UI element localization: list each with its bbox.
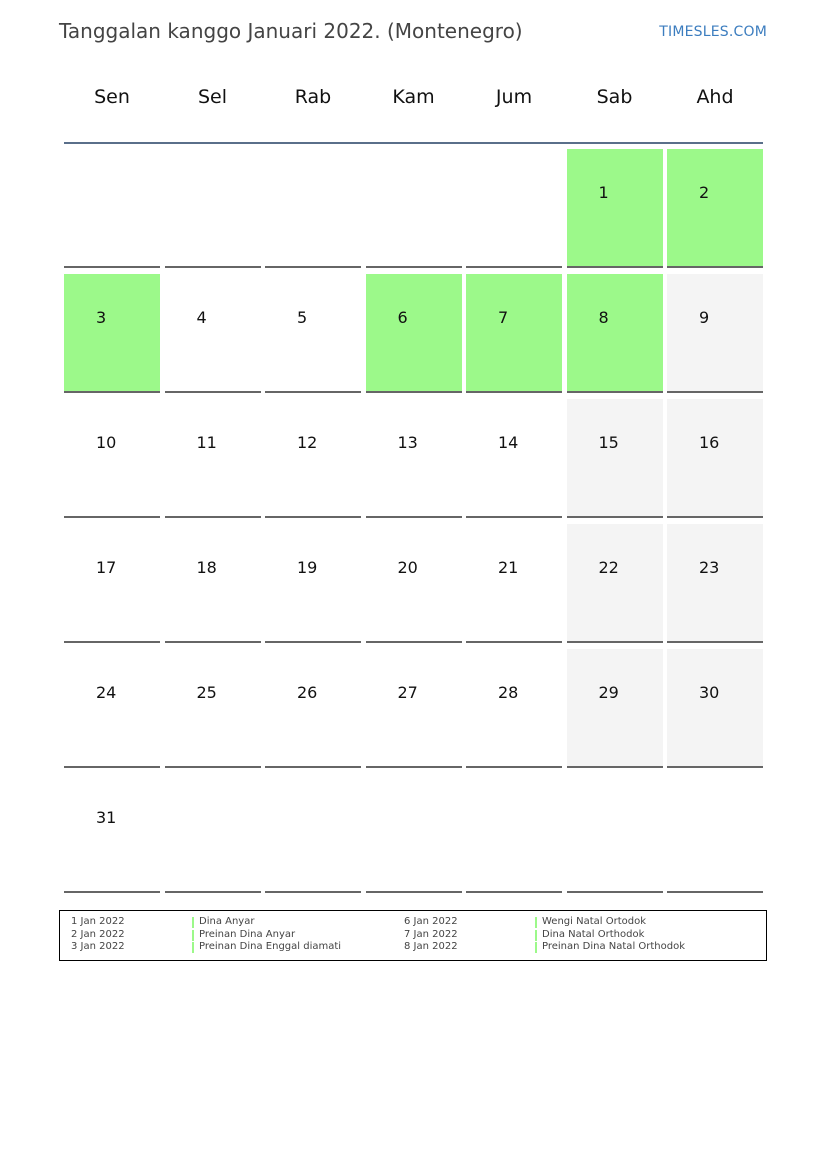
legend-date: 2 Jan 2022 — [71, 928, 125, 940]
day-cell — [265, 524, 361, 643]
weekday-header — [64, 86, 763, 122]
day-number: 20 — [397, 558, 418, 577]
weekday-label: Ahd — [696, 86, 734, 108]
day-number: 11 — [196, 433, 217, 452]
day-cell — [466, 649, 562, 768]
day-number: 26 — [297, 683, 318, 702]
day-number: 29 — [598, 683, 619, 702]
day-number: 23 — [699, 558, 720, 577]
day-cell — [366, 274, 462, 393]
day-number: 7 — [498, 308, 509, 327]
empty-cell — [667, 774, 763, 893]
legend-color-swatch — [192, 917, 194, 928]
day-number: 30 — [699, 683, 720, 702]
header-divider — [64, 142, 763, 144]
day-cell — [567, 649, 663, 768]
day-cell — [567, 524, 663, 643]
day-cell — [265, 649, 361, 768]
day-number: 9 — [699, 308, 710, 327]
day-number: 15 — [598, 433, 619, 452]
day-number: 13 — [397, 433, 418, 452]
day-cell — [165, 524, 261, 643]
day-cell — [567, 274, 663, 393]
legend-color-swatch — [192, 942, 194, 953]
day-number: 24 — [96, 683, 117, 702]
day-cell — [64, 524, 160, 643]
day-number: 2 — [699, 183, 710, 202]
legend-holiday-name: Preinan Dina Anyar — [199, 928, 296, 940]
day-cell — [466, 524, 562, 643]
day-number: 19 — [297, 558, 318, 577]
legend-date: 8 Jan 2022 — [404, 941, 458, 952]
empty-cell — [466, 149, 562, 268]
day-cell — [64, 399, 160, 518]
day-number: 14 — [498, 433, 519, 452]
day-number: 1 — [598, 183, 609, 202]
calendar-grid — [64, 149, 763, 894]
day-number: 3 — [96, 308, 107, 327]
day-number: 10 — [96, 433, 117, 452]
day-cell — [64, 274, 160, 393]
day-number: 8 — [598, 308, 609, 327]
legend-color-swatch — [535, 917, 537, 928]
day-number: 4 — [196, 308, 207, 327]
legend-holiday-name: Preinan Dina Enggal diamati — [199, 941, 342, 952]
legend-color-swatch — [192, 930, 194, 941]
day-cell — [667, 649, 763, 768]
empty-cell — [567, 774, 663, 893]
legend-date: 7 Jan 2022 — [404, 928, 458, 940]
day-number: 22 — [598, 558, 619, 577]
weekday-label: Sel — [197, 86, 228, 108]
day-number: 21 — [498, 558, 519, 577]
weekday-label: Sen — [94, 86, 130, 108]
day-cell — [366, 649, 462, 768]
empty-cell — [165, 774, 261, 893]
weekday-label: Jum — [495, 86, 533, 108]
brand-link[interactable]: TIMESLES.COM — [659, 24, 767, 40]
day-cell — [165, 399, 261, 518]
day-cell — [265, 399, 361, 518]
day-cell — [165, 274, 261, 393]
day-cell — [265, 274, 361, 393]
empty-cell — [466, 774, 562, 893]
day-cell — [366, 524, 462, 643]
day-number: 25 — [196, 683, 217, 702]
legend-holiday-name: Wengi Natal Ortodok — [542, 916, 646, 927]
day-cell — [567, 149, 663, 268]
empty-cell — [366, 149, 462, 268]
legend-date: 6 Jan 2022 — [404, 916, 458, 927]
weekday-label: Kam — [392, 86, 435, 108]
day-cell — [64, 649, 160, 768]
day-cell — [165, 649, 261, 768]
day-cell — [466, 399, 562, 518]
day-number: 31 — [96, 808, 117, 827]
empty-cell — [64, 149, 160, 268]
legend-date: 3 Jan 2022 — [71, 941, 125, 952]
day-number: 5 — [297, 308, 308, 327]
day-cell — [667, 524, 763, 643]
day-cell — [667, 149, 763, 268]
day-number: 27 — [397, 683, 418, 702]
empty-cell — [165, 149, 261, 268]
day-number: 16 — [699, 433, 720, 452]
day-number: 28 — [498, 683, 519, 702]
legend-date: 1 Jan 2022 — [71, 916, 125, 927]
day-number: 6 — [397, 308, 408, 327]
day-number: 18 — [196, 558, 217, 577]
day-cell — [667, 274, 763, 393]
page-title: Tanggalan kanggo Januari 2022. (Montenegro) — [59, 19, 523, 43]
day-number: 12 — [297, 433, 318, 452]
weekday-label: Rab — [294, 86, 332, 108]
empty-cell — [265, 149, 361, 268]
legend-holiday-name: Preinan Dina Natal Orthodok — [542, 941, 686, 952]
legend-holiday-name: Dina Anyar — [199, 916, 255, 927]
day-cell — [667, 399, 763, 518]
day-cell — [466, 274, 562, 393]
legend-color-swatch — [535, 942, 537, 953]
weekday-label: Sab — [596, 86, 633, 108]
day-cell — [64, 774, 160, 893]
day-cell — [567, 399, 663, 518]
empty-cell — [265, 774, 361, 893]
empty-cell — [366, 774, 462, 893]
legend-holiday-name: Dina Natal Orthodok — [542, 928, 645, 940]
day-number: 17 — [96, 558, 117, 577]
legend-color-swatch — [535, 930, 537, 941]
day-cell — [366, 399, 462, 518]
holiday-legend — [59, 910, 767, 961]
